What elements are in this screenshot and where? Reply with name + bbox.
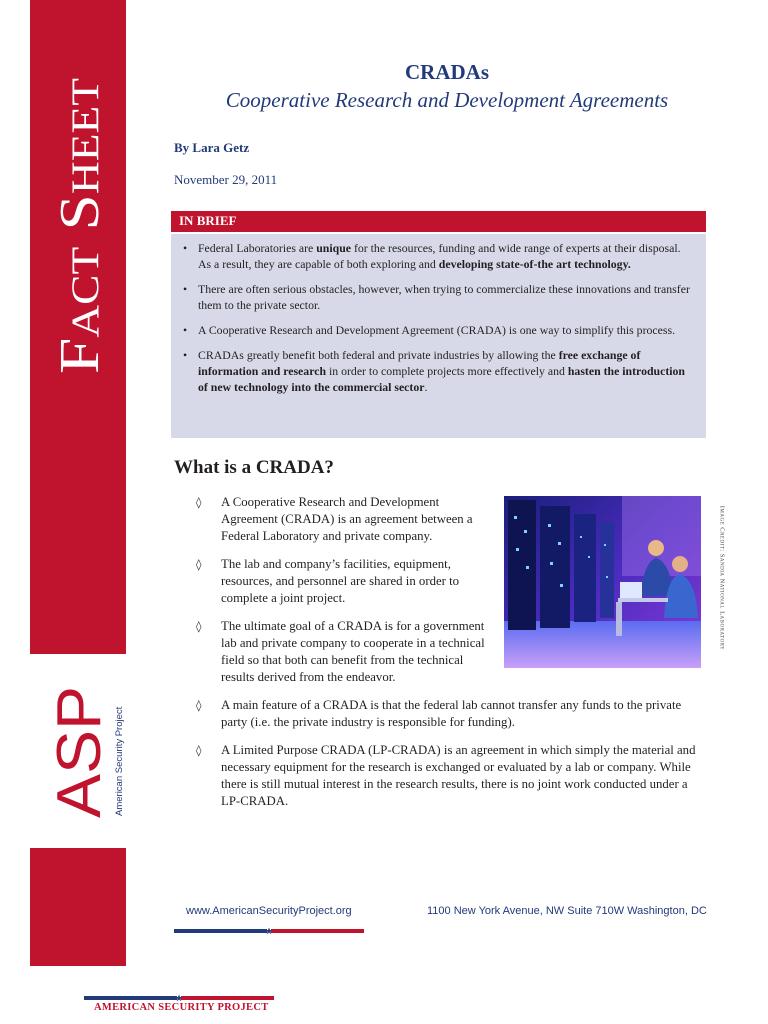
diamond-bullet-icon: ◊ <box>196 744 202 757</box>
in-brief-text: in order to complete projects more effectively and <box>326 364 568 378</box>
in-brief-emphasis: hasten the introduction of new technology into the commercial sector <box>198 364 685 394</box>
fact-sheet-text: Fact Sheet <box>49 120 111 374</box>
in-brief-item <box>177 281 694 313</box>
list-item <box>196 742 696 810</box>
in-brief-text: A Cooperative Research and Development Agreement (CRADA) is one way to simplify this process. <box>198 323 676 337</box>
asp-logo-letters: ASP <box>45 693 114 818</box>
organization-name: AMERICAN SECURITY PROJECT <box>94 1002 269 1013</box>
list-item-text: The lab and company’s facilities, equipment, resources, and personnel are shared in order to complete a joint project. <box>221 557 460 605</box>
diamond-bullet-icon: ◊ <box>196 558 202 571</box>
in-brief-text: for the resources, funding and wide range of experts at their disposal. As a result, they are capable of both exploring and <box>198 241 681 271</box>
diamond-bullet-icon: ◊ <box>196 496 202 509</box>
in-brief-text: There are often serious obstacles, however, when trying to commercialize these innovations and transfer them to the private sector. <box>198 282 690 312</box>
list-item-text: A main feature of a CRADA is that the federal lab cannot transfer any funds to the private party (i.e. the private industry is responsible for funding). <box>221 698 682 729</box>
diamond-bullet-icon: ◊ <box>196 699 202 712</box>
diamond-bullet-icon: ◊ <box>196 620 202 633</box>
website-link[interactable]: www.AmericanSecurityProject.org <box>186 905 352 917</box>
in-brief-heading: IN BRIEF <box>171 211 706 232</box>
in-brief-item <box>177 322 694 338</box>
photo-credit <box>718 495 726 661</box>
in-brief-text: CRADAs greatly benefit both federal and private industries by allowing the <box>198 348 559 362</box>
in-brief-box <box>171 234 706 438</box>
page-subtitle: Cooperative Research and Development Agreements <box>225 88 669 112</box>
street-address: 1100 New York Avenue, NW Suite 710W Washington, DC <box>427 905 707 917</box>
in-brief-item <box>177 240 694 272</box>
asp-logo <box>30 680 126 830</box>
section-heading: What is a CRADA? <box>174 457 334 478</box>
list-item-text: A Cooperative Research and Development Agreement (CRADA) is an agreement between a Federal Laboratory and private company. <box>221 495 473 543</box>
list-item <box>196 697 696 731</box>
in-brief-emphasis: free exchange of information and research <box>198 348 641 378</box>
footer-divider <box>174 922 364 930</box>
list-item-text: The ultimate goal of a CRADA is for a government lab and private company to cooperate in a technical field so that both can benefit from the technical results derived from the endeavor. <box>221 619 485 684</box>
in-brief-emphasis: developing state-of-the art technology. <box>438 257 631 271</box>
lab-photo <box>504 496 701 668</box>
in-brief-text: . <box>424 380 428 394</box>
photo-credit-text: Image Credit: Sandia National Laboratory <box>718 505 726 651</box>
list-item <box>196 494 491 545</box>
in-brief-item <box>177 347 694 395</box>
fact-sheet-label <box>30 72 126 382</box>
in-brief-list <box>177 240 694 395</box>
in-brief-text: Federal Laboratories are <box>198 241 317 255</box>
in-brief-emphasis: unique <box>316 241 351 255</box>
author-byline: By Lara Getz <box>174 140 250 155</box>
list-item <box>196 556 491 607</box>
page-title: CRADAs <box>405 60 489 84</box>
sidebar-red-band-bottom <box>30 848 126 966</box>
list-item <box>196 618 491 686</box>
publication-date: November 29, 2011 <box>174 172 278 187</box>
bottom-divider <box>84 989 274 997</box>
asp-logo-tagline: American Security Project <box>114 706 125 816</box>
list-item-text: A Limited Purpose CRADA (LP-CRADA) is an agreement in which simply the material and necessary equipment for the research is exchanged or evaluated by a lab or company. While there is still mutual interest in the research results, there is no joint work conducted under a LP-CRADA. <box>221 743 696 808</box>
